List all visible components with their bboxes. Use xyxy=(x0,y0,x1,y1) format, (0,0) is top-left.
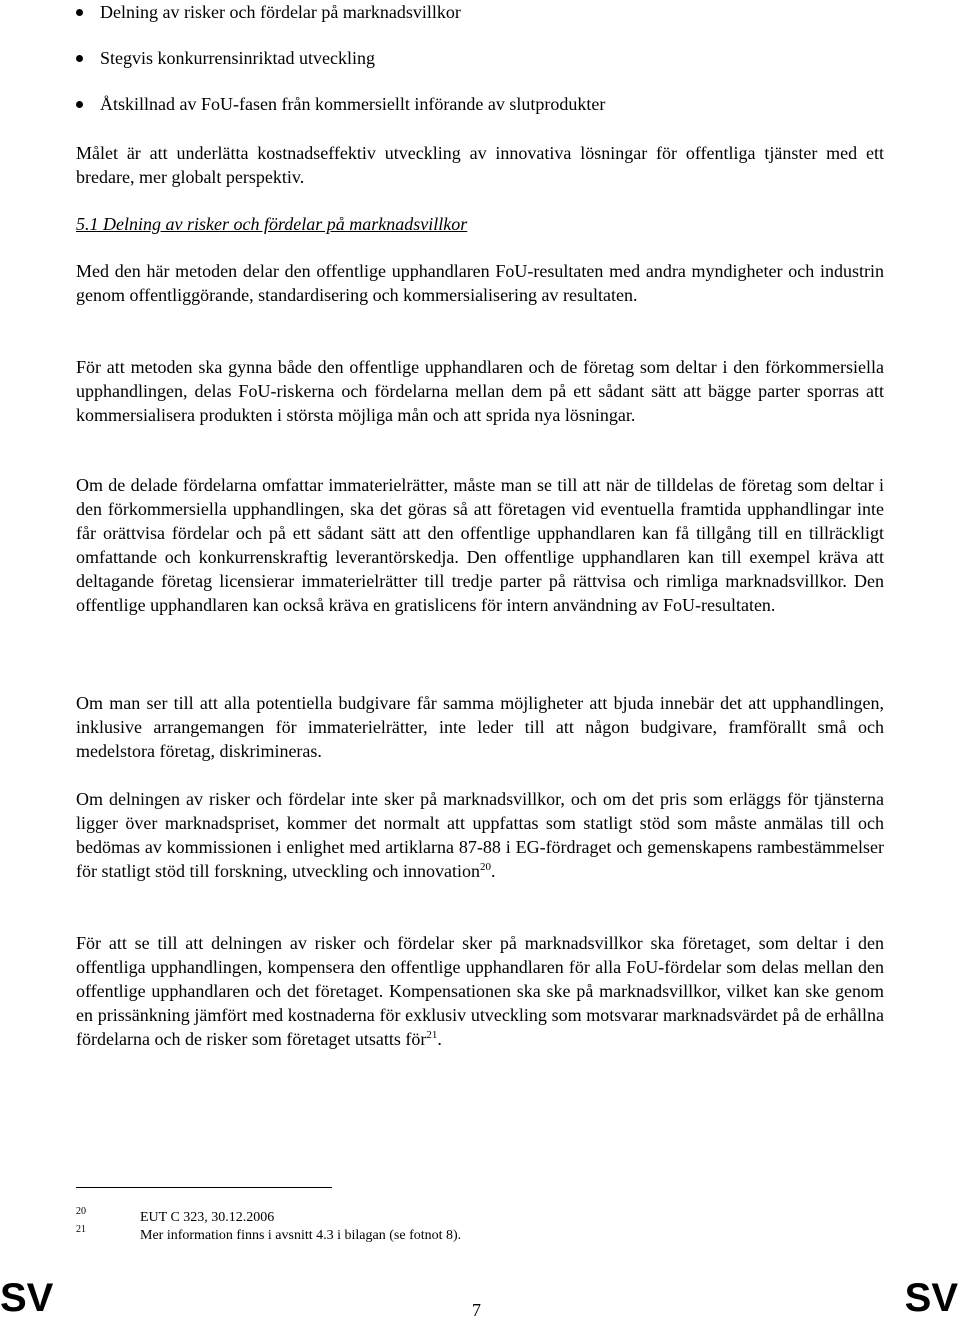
footnote-ref: 20 xyxy=(479,861,491,873)
paragraph-dissemination: Med den här metoden delar den offentlige upphandlaren FoU-resultaten med andra myndigheter och industrin genom offentliggörande, standardisering och kommersialisering av resultaten. xyxy=(76,261,884,305)
bullet-icon xyxy=(76,101,83,108)
footnote-divider xyxy=(76,1187,332,1188)
paragraph-text: Om delningen av risker och fördelar inte sker på marknadsvillkor, och om det pris som erläggs för tjänsterna ligger över marknadspriset, kommer det normalt att uppfattas som statligt stöd som måste anmälas till och bedömas av kommissionen i enlighet med artiklarna 87-88 i EG-fördraget och gemenskapens rambestämmelser för statligt stöd till forskning, utveckling och innovation xyxy=(76,789,884,881)
bullet-item xyxy=(76,92,896,116)
bullet-list xyxy=(76,0,896,138)
paragraph-ipr: Om de delade fördelarna omfattar immaterielrätter, måste man se till att när de tilldelas de företag som deltar i den förkommersiella upphandlingen, ska det göras så att företagen vid eventuella framtida upphandlingar inte får orättvisa fördelar och på ett sådant sätt att den offentlige upphandlaren kan få tillgång till en tillräckligt omfattande och konkurrenskraftig leverantörskedja. Den offentlige upphandlaren kan till exempel kräva att deltagande företag licensierar immaterielrätter till tredje parter på rättvisa och rimliga marknadsvillkor. Den offentlige upphandlaren kan också kräva en gratislicens för intern användning av FoU-resultaten. xyxy=(76,475,884,615)
bullet-item xyxy=(76,46,896,70)
footnote-text: Mer information finns i avsnitt 4.3 i bilagan (se fotnot 8). xyxy=(140,1228,462,1243)
footnote-number: 21 xyxy=(76,1224,86,1235)
paragraph-risk-sharing: För att metoden ska gynna både den offentlige upphandlaren och de företag som deltar i den förkommersiella upphandlingen, delas FoU-riskerna och fördelarna mellan dem på ett sådant sätt att bägge parter sporras att kommersialisera produkten i största möjliga mån och att sprida nya lösningar. xyxy=(76,357,884,425)
paragraph-text: För att se till att delningen av risker och fördelar sker på marknadsvillkor ska företaget, som deltar i den offentliga upphandlingen, kompensera den offentlige upphandlaren för alla FoU-fördelar som delas mellan den offentlige upphandlaren och det företaget. Kompensationen ska ske på marknadsvillkor, vilket kan ske genom en prissänkning jämfört med kostnaderna för exklusiv utveckling som motsvarar marknadsvärdet på de erhållna fördelarna och de risker som företaget utsatts för xyxy=(76,933,884,1049)
footnote-ref: 21 xyxy=(426,1029,438,1041)
paragraph-compensation xyxy=(76,931,884,1051)
language-code-right: SV xyxy=(904,1276,958,1320)
paragraph-end: . xyxy=(490,861,496,881)
intro-paragraph: Målet är att underlätta kostnadseffektiv utveckling av innovativa lösningar för offentliga tjänster med ett bredare, mer globalt perspektiv. xyxy=(76,143,884,187)
bullet-text: Stegvis konkurrensinriktad utveckling xyxy=(100,48,375,68)
bullet-icon xyxy=(76,55,83,62)
bullet-icon xyxy=(76,9,83,16)
footnote-text: EUT C 323, 30.12.2006 xyxy=(140,1210,275,1225)
paragraph-state-aid xyxy=(76,787,884,883)
language-code-left: SV xyxy=(0,1276,54,1320)
bullet-text: Åtskillnad av FoU-fasen från kommersiellt införande av slutprodukter xyxy=(100,94,606,114)
footnote-number: 20 xyxy=(76,1206,86,1217)
page-number: 7 xyxy=(472,1300,481,1320)
bullet-item xyxy=(76,0,896,24)
bullet-text: Delning av risker och fördelar på marknadsvillkor xyxy=(100,2,461,22)
section-heading: 5.1 Delning av risker och fördelar på marknadsvillkor xyxy=(76,214,468,234)
paragraph-end: . xyxy=(437,1029,442,1049)
paragraph-bidders: Om man ser till att alla potentiella budgivare får samma möjligheter att bjuda innebär det att upphandlingen, inklusive arrangemangen för immaterielrätter, inte leder till att någon budgivare, framförallt små och medelstora företag, diskrimineras. xyxy=(76,693,884,761)
